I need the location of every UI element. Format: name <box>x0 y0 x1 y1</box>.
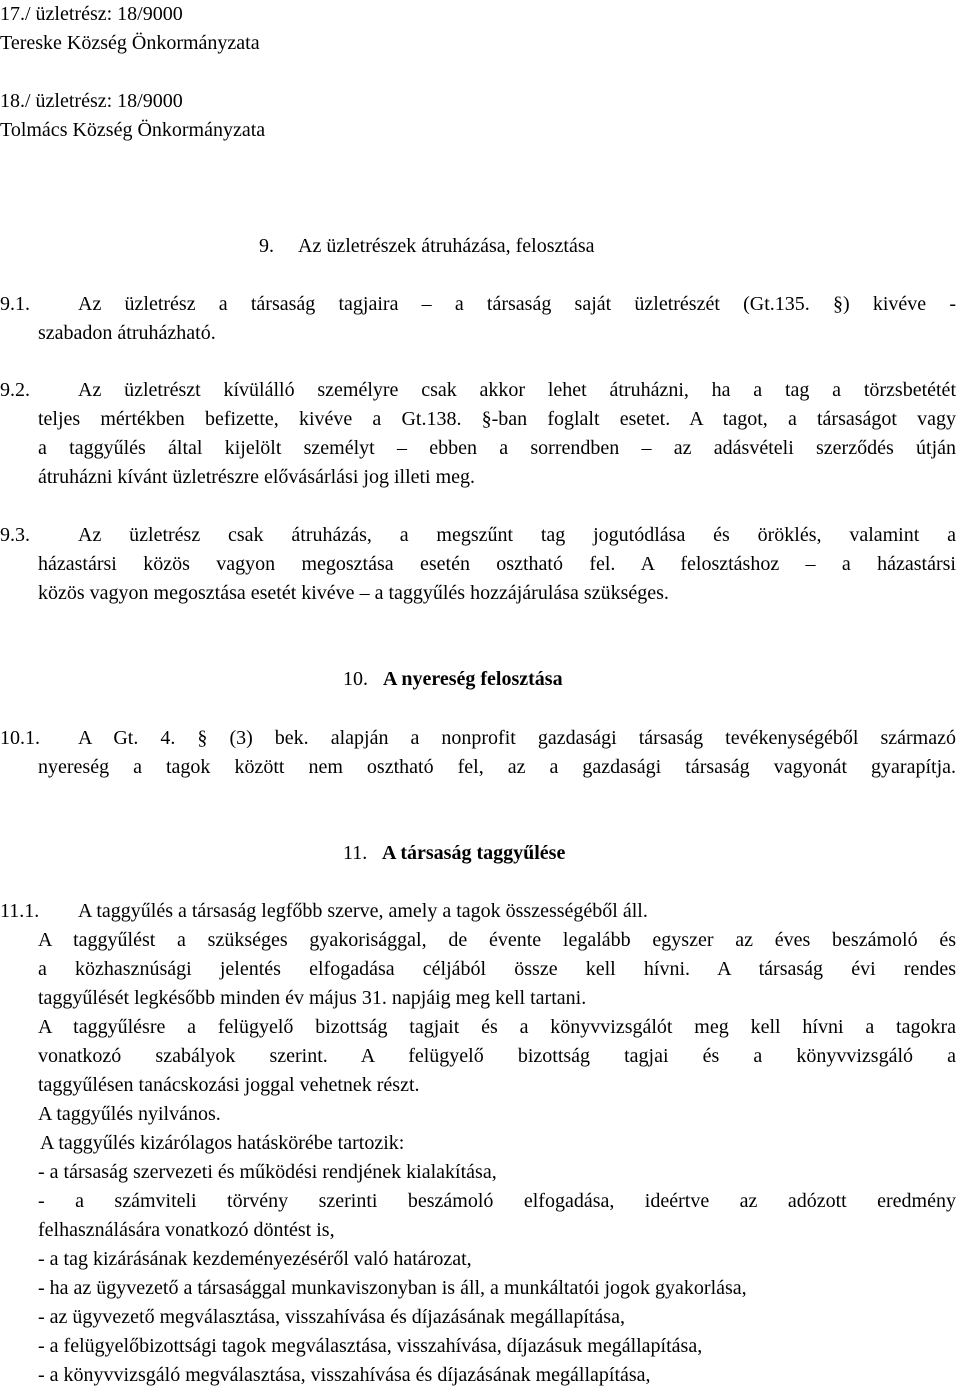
para-9-1-number: 9.1. <box>0 293 30 315</box>
para-11-1-line1: A taggyűlés a társaság legfőbb szerve, amely a tagok összességéből áll. <box>78 900 648 922</box>
section-9-number: 9. <box>259 235 274 257</box>
list-item: - a felügyelőbizottsági tagok megválasztása, visszahívása, díjazásuk megállapítása, <box>38 1335 703 1357</box>
section-11-title: A társaság taggyűlése <box>382 842 566 864</box>
para-9-2-line2: teljes mértékben befizette, kivéve a Gt.138. §-ban foglalt esetet. A tagot, a társaságot vagy <box>38 408 956 430</box>
shareholder-18-name: Tolmács Község Önkormányzata <box>0 119 266 141</box>
para-9-2-line1: Az üzletrészt kívülálló személyre csak akkor lehet átruházni, ha a tag a törzsbetétét <box>78 379 956 401</box>
para-9-3-number: 9.3. <box>0 524 30 546</box>
para-11-line7: taggyűlésen tanácskozási joggal vehetnek részt. <box>38 1074 420 1096</box>
list-item: - a társaság szervezeti és működési rendjének kialakítása, <box>38 1161 497 1183</box>
section-10-number: 10. <box>343 668 368 690</box>
para-9-1-line1: Az üzletrész a társaság tagjaira – a társaság saját üzletrészét (Gt.135. §) kivéve - <box>78 293 956 315</box>
list-item: - a számviteli törvény szerinti beszámoló elfogadása, ideértve az adózott eredmény <box>38 1190 956 1212</box>
para-11-line3: a közhasznúsági jelentés elfogadása céljából össze kell hívni. A társaság évi rendes <box>38 958 956 980</box>
para-11-line6: vonatkozó szabályok szerint. A felügyelő bizottság tagjai és a könyvvizsgáló a <box>38 1045 956 1067</box>
section-10-title: A nyereség felosztása <box>383 668 563 690</box>
para-10-1-line1: A Gt. 4. § (3) bek. alapján a nonprofit gazdasági társaság tevékenységéből származó <box>78 727 956 749</box>
para-11-line2: A taggyűlést a szükséges gyakorisággal, de évente legalább egyszer az éves beszámoló és <box>38 929 956 951</box>
shareholder-18-line: 18./ üzletrész: 18/9000 <box>0 90 183 112</box>
para-9-2-line4: átruházni kívánt üzletrészre elővásárlási jog illeti meg. <box>38 466 476 488</box>
para-9-3-line1: Az üzletrész csak átruházás, a megszűnt tag jogutódlása és öröklés, valamint a <box>78 524 956 546</box>
list-item: - az ügyvezető megválasztása, visszahívása és díjazásának megállapítása, <box>38 1306 625 1328</box>
section-9-title: Az üzletrészek átruházása, felosztása <box>298 235 595 257</box>
para-11-1-number: 11.1. <box>0 900 40 922</box>
para-11-line8: A taggyűlés nyilvános. <box>38 1103 221 1125</box>
section-11-number: 11. <box>343 842 368 864</box>
list-item: - a könyvvizsgáló megválasztása, visszahívása és díjazásának megállapítása, <box>38 1364 651 1386</box>
para-9-3-line2: házastársi közös vagyon megosztása esetén osztható fel. A felosztáshoz – a házastársi <box>38 553 956 575</box>
list-item-continued: felhasználására vonatkozó döntést is, <box>38 1219 335 1241</box>
para-9-2-number: 9.2. <box>0 379 30 401</box>
list-item: - ha az ügyvezető a társasággal munkaviszonyban is áll, a munkáltatói jogok gyakorlása, <box>38 1277 747 1299</box>
para-10-1-number: 10.1. <box>0 727 40 749</box>
para-10-1-line2: nyereség a tagok között nem osztható fel, az a gazdasági társaság vagyonát gyarapítja. <box>38 756 956 778</box>
para-9-2-line3: a taggyűlés által kijelölt személyt – ebben a sorrendben – az adásvételi szerződés útján <box>38 437 956 459</box>
para-9-1-line2: szabadon átruházható. <box>38 322 216 344</box>
para-11-line9: A taggyűlés kizárólagos hatáskörébe tartozik: <box>40 1132 405 1154</box>
shareholder-17-line: 17./ üzletrész: 18/9000 <box>0 3 183 25</box>
para-9-3-line3: közös vagyon megosztása esetét kivéve – a taggyűlés hozzájárulása szükséges. <box>38 582 669 604</box>
shareholder-17-name: Tereske Község Önkormányzata <box>0 32 260 54</box>
list-item: - a tag kizárásának kezdeményezéséről való határozat, <box>38 1248 472 1270</box>
para-11-line4: taggyűlését legkésőbb minden év május 31. napjáig meg kell tartani. <box>38 987 587 1009</box>
para-11-line5: A taggyűlésre a felügyelő bizottság tagjait és a könyvvizsgálót meg kell hívni a tagokra <box>38 1016 956 1038</box>
